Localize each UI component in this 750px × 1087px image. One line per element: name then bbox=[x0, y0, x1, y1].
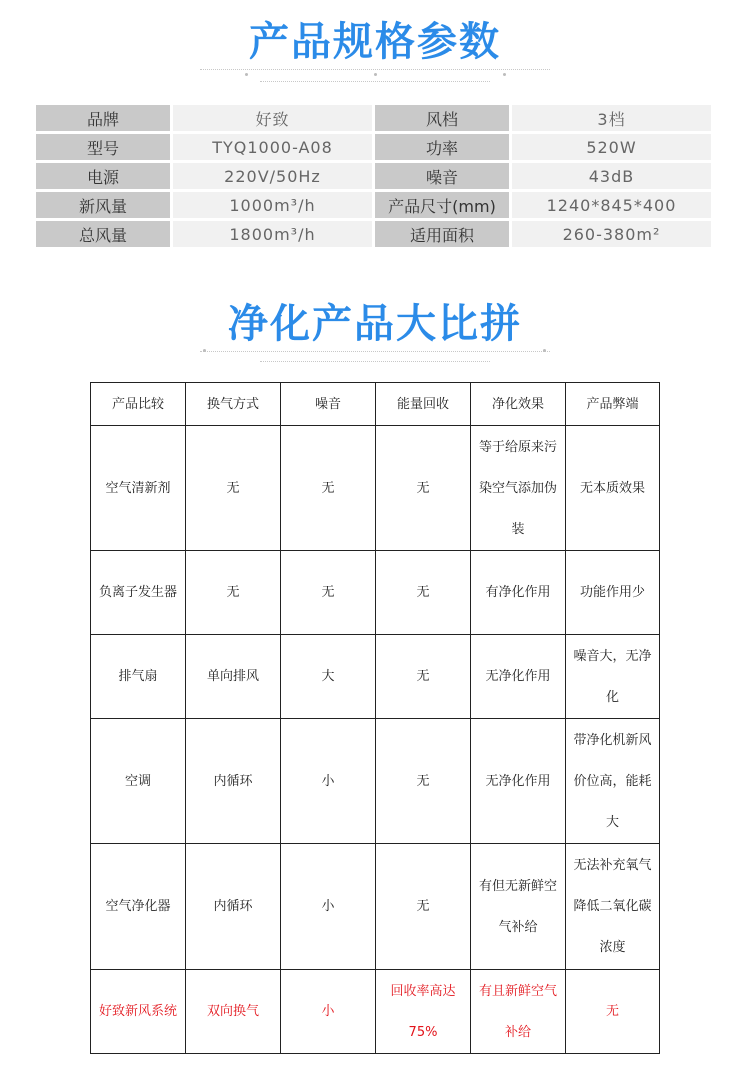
spec-label: 产品尺寸(mm) bbox=[375, 192, 509, 218]
spec-value: 1800m³/h bbox=[173, 221, 372, 247]
spec-label: 新风量 bbox=[36, 192, 170, 218]
spec-label: 风档 bbox=[375, 105, 509, 131]
table-cell: 负离子发生器 bbox=[91, 551, 186, 635]
spec-value: 1240*845*400 bbox=[512, 192, 711, 218]
spec-row bbox=[36, 221, 711, 247]
spec-row bbox=[36, 163, 711, 189]
table-cell: 好致新风系统 bbox=[91, 970, 186, 1054]
table-cell: 无 bbox=[376, 426, 471, 551]
table-cell: 小 bbox=[281, 844, 376, 970]
spec-label: 适用面积 bbox=[375, 221, 509, 247]
table-cell: 有且新鲜空气补给 bbox=[471, 970, 566, 1054]
spec-table bbox=[36, 105, 711, 250]
table-row bbox=[91, 970, 660, 1054]
spec-label: 功率 bbox=[375, 134, 509, 160]
table-cell: 无 bbox=[376, 635, 471, 719]
spec-value: 3档 bbox=[512, 105, 711, 131]
table-cell: 小 bbox=[281, 970, 376, 1054]
table-cell: 空气清新剂 bbox=[91, 426, 186, 551]
spec-value: 好致 bbox=[173, 105, 372, 131]
column-header: 净化效果 bbox=[471, 383, 566, 426]
table-cell: 内循环 bbox=[186, 719, 281, 844]
spec-label: 品牌 bbox=[36, 105, 170, 131]
spec-row bbox=[36, 192, 711, 218]
table-cell: 无 bbox=[186, 551, 281, 635]
table-cell: 有但无新鲜空气补给 bbox=[471, 844, 566, 970]
column-header: 能量回收 bbox=[376, 383, 471, 426]
table-cell: 大 bbox=[281, 635, 376, 719]
spec-label: 电源 bbox=[36, 163, 170, 189]
table-cell: 有净化作用 bbox=[471, 551, 566, 635]
comparison-table bbox=[90, 382, 660, 1054]
spec-value: TYQ1000-A08 bbox=[173, 134, 372, 160]
spec-value: 43dB bbox=[512, 163, 711, 189]
table-row bbox=[91, 844, 660, 970]
table-cell: 无净化作用 bbox=[471, 719, 566, 844]
table-cell: 无 bbox=[376, 551, 471, 635]
table-cell: 回收率高达75% bbox=[376, 970, 471, 1054]
spec-value: 520W bbox=[512, 134, 711, 160]
table-row bbox=[91, 635, 660, 719]
table-cell: 排气扇 bbox=[91, 635, 186, 719]
table-cell: 等于给原来污染空气添加伪装 bbox=[471, 426, 566, 551]
column-header: 换气方式 bbox=[186, 383, 281, 426]
table-row bbox=[91, 719, 660, 844]
column-header: 噪音 bbox=[281, 383, 376, 426]
table-row bbox=[91, 426, 660, 551]
table-cell: 双向换气 bbox=[186, 970, 281, 1054]
table-cell: 无 bbox=[566, 970, 660, 1054]
column-header: 产品弊端 bbox=[566, 383, 660, 426]
spec-value: 1000m³/h bbox=[173, 192, 372, 218]
table-cell: 无 bbox=[281, 551, 376, 635]
compare-title: 净化产品大比拼 bbox=[228, 301, 522, 347]
table-cell: 无本质效果 bbox=[566, 426, 660, 551]
table-cell: 无 bbox=[186, 426, 281, 551]
column-header: 产品比较 bbox=[91, 383, 186, 426]
spec-label: 噪音 bbox=[375, 163, 509, 189]
table-cell: 单向排风 bbox=[186, 635, 281, 719]
title-decoration bbox=[200, 347, 550, 369]
table-cell: 无 bbox=[376, 844, 471, 970]
table-cell: 小 bbox=[281, 719, 376, 844]
spec-label: 型号 bbox=[36, 134, 170, 160]
spec-value: 260-380m² bbox=[512, 221, 711, 247]
table-cell: 功能作用少 bbox=[566, 551, 660, 635]
table-cell: 无净化作用 bbox=[471, 635, 566, 719]
table-cell: 无法补充氧气降低二氧化碳浓度 bbox=[566, 844, 660, 970]
table-cell: 空气净化器 bbox=[91, 844, 186, 970]
spec-value: 220V/50Hz bbox=[173, 163, 372, 189]
spec-title: 产品规格参数 bbox=[249, 19, 501, 65]
title-decoration bbox=[200, 65, 550, 87]
spec-label: 总风量 bbox=[36, 221, 170, 247]
spec-row bbox=[36, 134, 711, 160]
table-cell: 带净化机新风价位高，能耗大 bbox=[566, 719, 660, 844]
table-cell: 空调 bbox=[91, 719, 186, 844]
table-row bbox=[91, 551, 660, 635]
table-cell: 内循环 bbox=[186, 844, 281, 970]
spec-row bbox=[36, 105, 711, 131]
table-cell: 噪音大，无净化 bbox=[566, 635, 660, 719]
table-cell: 无 bbox=[376, 719, 471, 844]
table-cell: 无 bbox=[281, 426, 376, 551]
